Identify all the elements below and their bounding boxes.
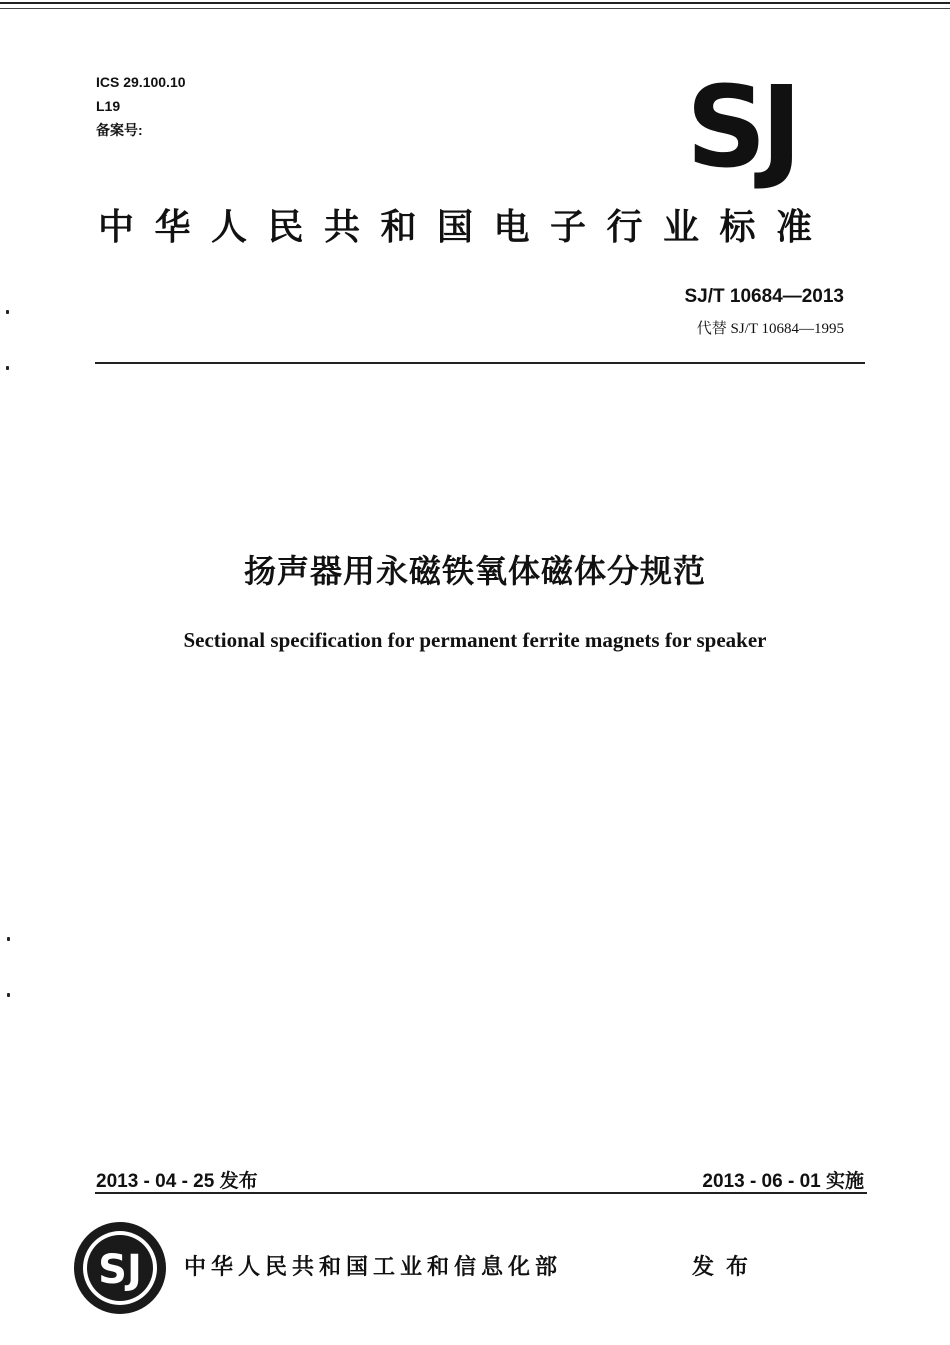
- replaces-standard: 代替 SJ/T 10684—1995: [696, 321, 844, 337]
- top-border-line: [0, 2, 950, 4]
- header-meta: [96, 70, 186, 142]
- document-title-english: Sectional specification for permanent ferrite magnets for speaker: [183, 628, 767, 652]
- document-title-chinese: 扬声器用永磁铁氧体磁体分规范: [243, 552, 706, 590]
- publish-date: 2013 - 04 - 25 发布: [96, 1171, 258, 1192]
- scan-speck: [7, 993, 10, 997]
- issuing-authority: 中华人民共和国工业和信息化部: [184, 1255, 563, 1280]
- scan-speck: [6, 310, 9, 314]
- standard-number: SJ/T 10684—2013: [684, 286, 844, 307]
- sj-logo-text: SJ: [686, 63, 797, 193]
- classification-code: L19: [96, 98, 121, 114]
- seal-graphic: [72, 1220, 168, 1316]
- filing-number-label: 备案号:: [96, 122, 143, 138]
- scan-speck: [6, 366, 9, 370]
- sj-logo: [686, 63, 826, 193]
- seal-letters: SJ: [98, 1247, 142, 1293]
- ics-code: ICS 29.100.10: [96, 74, 186, 90]
- effective-date: 2013 - 06 - 01 实施: [702, 1171, 864, 1192]
- header-divider: [95, 362, 865, 364]
- scan-speck: [7, 937, 10, 941]
- ministry-seal-logo: [72, 1220, 168, 1316]
- footer-divider: [95, 1192, 867, 1194]
- top-border-line-thin: [0, 8, 950, 9]
- standard-body-heading: 中华人民共和国电子行业标准: [98, 207, 833, 248]
- issue-label: 发布: [692, 1255, 761, 1280]
